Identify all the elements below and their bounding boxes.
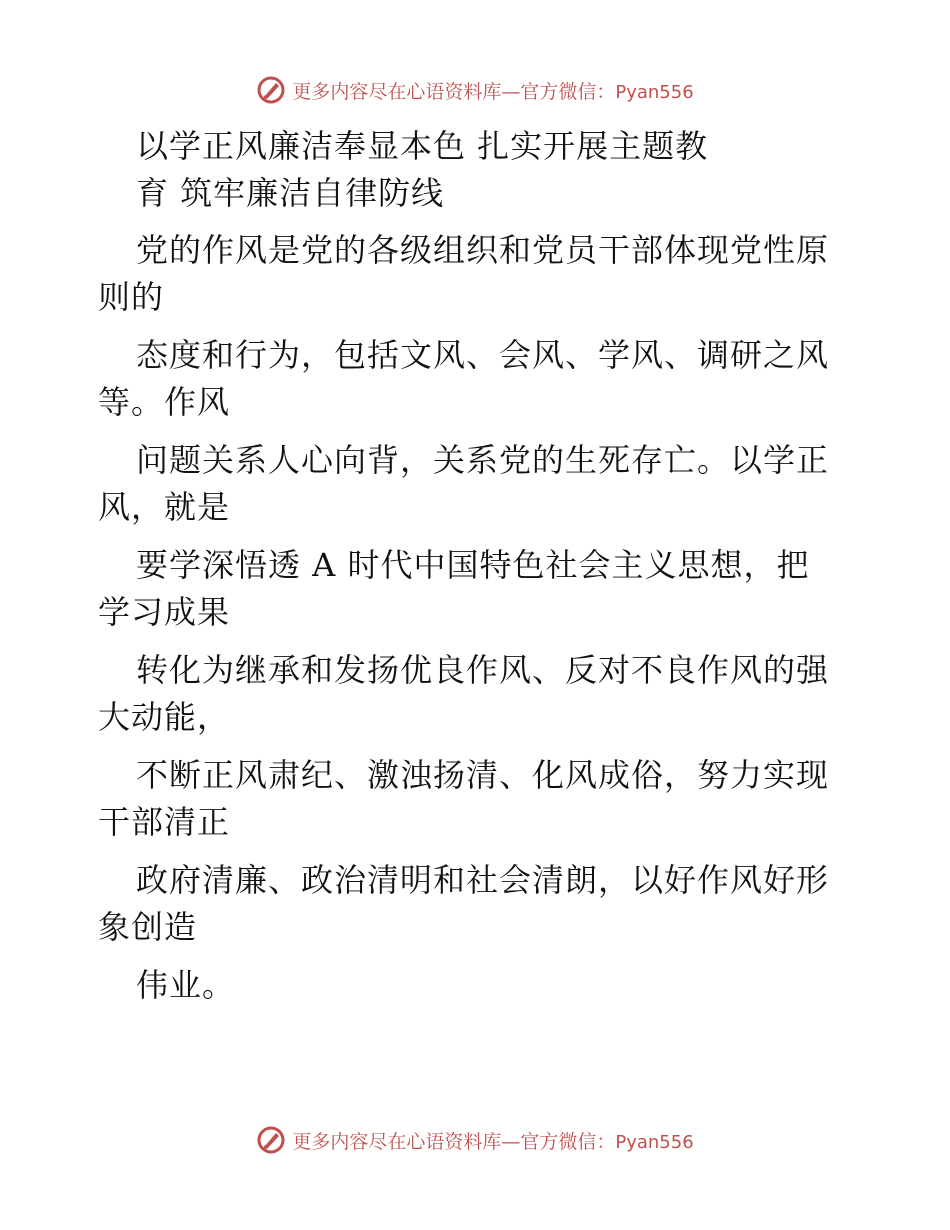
paragraph-line: 学习成果 bbox=[98, 593, 231, 631]
title-line: 育 筑牢廉洁自律防线 bbox=[136, 174, 445, 212]
paragraph-line: 大动能， bbox=[98, 698, 231, 736]
pen-logo-icon bbox=[256, 1125, 286, 1155]
paragraph-line: 干部清正 bbox=[98, 803, 231, 841]
paragraph-line: 则的 bbox=[98, 278, 165, 316]
document-body bbox=[98, 123, 858, 1009]
paragraph-line: 伟业。 bbox=[136, 966, 236, 1004]
watermark-text: 更多内容尽在心语资料库—官方微信：Pyan556 bbox=[292, 80, 694, 103]
paragraph-line: 问题关系人心向背，关系党的生死存亡。以学正 bbox=[136, 441, 830, 479]
footer-watermark bbox=[0, 1122, 950, 1158]
paragraph-line: 党的作风是党的各级组织和党员干部体现党性原 bbox=[136, 231, 830, 269]
paragraph-line: 要学深悟透 A 时代中国特色社会主义思想，把 bbox=[136, 546, 810, 584]
watermark-text: 更多内容尽在心语资料库—官方微信：Pyan556 bbox=[292, 1130, 694, 1153]
paragraph-line: 政府清廉、政治清明和社会清朗，以好作风好形 bbox=[136, 861, 830, 899]
paragraph-line: 风，就是 bbox=[98, 488, 231, 526]
pen-logo-icon bbox=[256, 75, 286, 105]
paragraph-line: 象创造 bbox=[98, 908, 198, 946]
paragraph-line: 态度和行为，包括文风、会风、学风、调研之风 bbox=[136, 336, 830, 374]
paragraph-line: 等。作风 bbox=[98, 383, 231, 421]
header-watermark bbox=[0, 72, 950, 108]
paragraph-line: 不断正风肃纪、激浊扬清、化风成俗，努力实现 bbox=[136, 756, 830, 794]
title-line: 以学正风廉洁奉显本色 扎实开展主题教 bbox=[136, 127, 709, 165]
paragraph-line: 转化为继承和发扬优良作风、反对不良作风的强 bbox=[136, 651, 830, 689]
